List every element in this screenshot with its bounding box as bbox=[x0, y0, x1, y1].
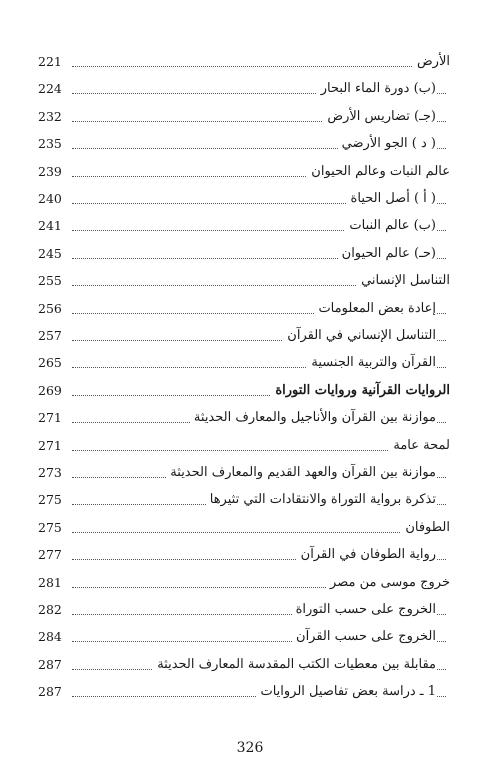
toc-page-number: 265 bbox=[38, 355, 62, 371]
toc-entry bbox=[38, 623, 450, 651]
toc-page-number: 245 bbox=[38, 245, 62, 261]
toc-entry bbox=[38, 48, 450, 76]
toc-entry bbox=[38, 240, 450, 268]
toc-entry bbox=[38, 569, 450, 597]
toc-page-number: 271 bbox=[38, 437, 62, 453]
toc-page-number: 235 bbox=[38, 136, 62, 152]
toc-page-number: 269 bbox=[38, 382, 62, 398]
toc-title: لمحة عامة bbox=[389, 432, 450, 460]
toc-title: الأرض bbox=[413, 48, 450, 76]
toc-title: (حـ) عالم الحيوان bbox=[338, 240, 436, 268]
toc-page-number: 282 bbox=[38, 602, 62, 617]
toc-page-number: 277 bbox=[38, 547, 62, 563]
toc-page-number: 257 bbox=[38, 328, 62, 343]
toc-page-number: 232 bbox=[38, 108, 62, 124]
toc-entry bbox=[38, 404, 450, 432]
toc-page-number: 255 bbox=[38, 273, 62, 289]
toc-title: موازنة بين القرآن والأناجيل والمعارف الحديثة bbox=[190, 404, 436, 432]
toc-title: ( د ) الجو الأرضي bbox=[338, 130, 436, 158]
toc-entry bbox=[38, 103, 450, 131]
toc-title: الخروج على حسب التوراة bbox=[292, 596, 436, 624]
toc-page-number: 287 bbox=[38, 684, 62, 700]
toc-page-number: 281 bbox=[38, 574, 62, 590]
toc-title: ( أ ) أصل الحياة bbox=[347, 185, 436, 213]
toc-page-number: 275 bbox=[38, 492, 62, 508]
toc-title: التناسل الإنساني في القرآن bbox=[283, 322, 436, 350]
toc-title: مقابلة بين معطيات الكتب المقدسة المعارف الحديثة bbox=[153, 651, 436, 679]
toc-entry bbox=[38, 596, 450, 624]
toc-entry bbox=[38, 75, 450, 103]
toc-entry bbox=[38, 541, 450, 569]
toc-entry bbox=[38, 267, 450, 295]
toc-entry bbox=[38, 185, 450, 213]
toc-page-number: 271 bbox=[38, 410, 62, 426]
toc-entry bbox=[38, 678, 450, 706]
dot-leader bbox=[72, 66, 446, 67]
toc-entry bbox=[38, 349, 450, 377]
toc-page-number: 287 bbox=[38, 656, 62, 672]
toc-title: التناسل الإنساني bbox=[357, 267, 450, 295]
toc-page-number: 221 bbox=[38, 54, 62, 69]
toc-entry bbox=[38, 212, 450, 240]
toc-page-number: 241 bbox=[38, 218, 62, 234]
toc-title: رواية الطوفان في القرآن bbox=[297, 541, 436, 569]
toc-page-number: 275 bbox=[38, 519, 62, 535]
toc-entry bbox=[38, 377, 450, 405]
dot-leader bbox=[72, 532, 446, 533]
page-number: 326 bbox=[236, 740, 264, 756]
toc-title: القرآن والتربية الجنسية bbox=[307, 349, 436, 377]
toc-title: الخروج على حسب القرآن bbox=[292, 623, 436, 651]
toc-entry bbox=[38, 651, 450, 679]
toc-page-number: 240 bbox=[38, 191, 62, 206]
toc-entry bbox=[38, 158, 450, 186]
toc-title: (ب) عالم النبات bbox=[345, 212, 436, 240]
toc-title: (ب) دورة الماء البحار bbox=[317, 75, 436, 103]
toc-page-number: 284 bbox=[38, 629, 62, 645]
toc-title: الروايات القرآنية وروايات التوراة bbox=[271, 377, 450, 405]
toc-entry bbox=[38, 295, 450, 323]
toc-entry bbox=[38, 459, 450, 487]
toc-entry bbox=[38, 514, 450, 542]
toc-title: إعادة بعض المعلومات bbox=[314, 295, 436, 323]
toc-title: الطوفان bbox=[401, 514, 450, 542]
toc-entry bbox=[38, 486, 450, 514]
toc-page-number: 239 bbox=[38, 163, 62, 179]
toc-entry bbox=[38, 130, 450, 158]
toc-title: 1 ـ دراسة بعض تفاصيل الروايات bbox=[256, 678, 436, 706]
toc-page-number: 256 bbox=[38, 300, 62, 316]
toc-title: (جـ) تضاريس الأرض bbox=[323, 103, 436, 131]
toc-title: موازنة بين القرآن والعهد القديم والمعارف الحديثة bbox=[166, 459, 436, 487]
toc-entry bbox=[38, 322, 450, 350]
toc-entry bbox=[38, 432, 450, 460]
toc-title: تذكرة برواية التوراة والانتقادات التي تثيرها bbox=[206, 486, 436, 514]
toc-title: خروج موسى من مصر bbox=[326, 569, 450, 597]
toc-page-number: 273 bbox=[38, 465, 62, 480]
toc-title: عالم النبات وعالم الحيوان bbox=[307, 158, 450, 186]
toc-page-number: 224 bbox=[38, 81, 62, 97]
